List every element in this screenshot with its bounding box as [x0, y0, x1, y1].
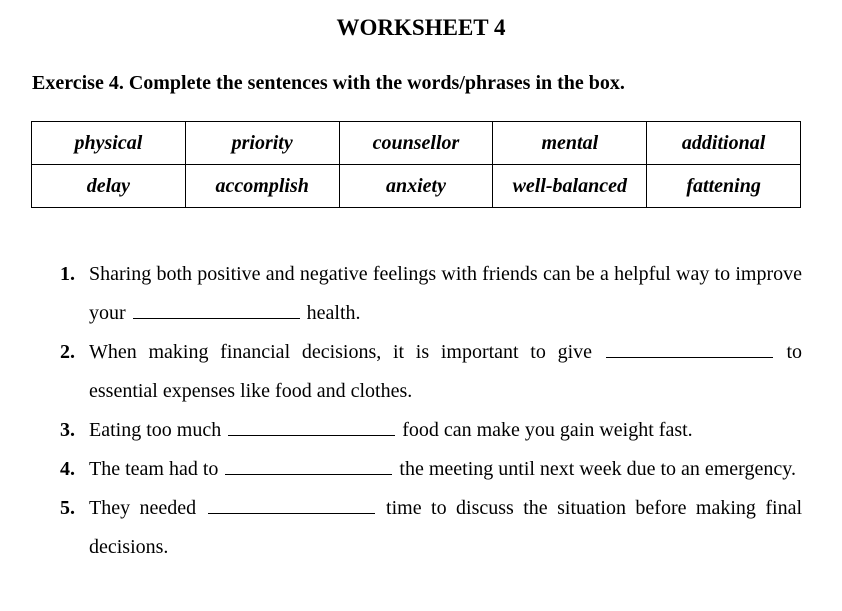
sentence-item-2	[60, 333, 802, 411]
answer-blank[interactable]	[133, 297, 300, 319]
sentence-number: 1.	[60, 263, 75, 285]
sentence-text	[89, 411, 802, 450]
word-box	[31, 121, 801, 208]
sentence-after: time to discuss the situation before making final decisions.	[89, 497, 803, 558]
sentence-after: the meeting until next week due to an emergency.	[399, 458, 796, 480]
sentence-before: Sharing both positive and negative feelings with friends can be a helpful way to improve your	[89, 263, 802, 324]
sentence-text	[89, 255, 802, 333]
word-cell: well-balanced	[493, 165, 647, 208]
word-cell: counsellor	[339, 122, 493, 165]
word-cell: additional	[647, 122, 801, 165]
sentence-before: Eating too much	[89, 419, 222, 441]
worksheet-title: WORKSHEET 4	[336, 15, 506, 40]
sentence-after: to essential expenses like food and clothes.	[89, 341, 803, 402]
word-cell: anxiety	[339, 165, 493, 208]
word-cell: fattening	[647, 165, 801, 208]
sentence-text	[89, 489, 802, 567]
answer-blank[interactable]	[228, 414, 395, 436]
sentence-item-4	[60, 450, 802, 489]
sentence-before: When making financial decisions, it is important to give	[89, 341, 593, 363]
word-cell: delay	[32, 165, 186, 208]
answer-blank[interactable]	[225, 453, 392, 475]
sentence-number: 4.	[60, 458, 75, 480]
sentence-before: The team had to	[89, 458, 219, 480]
word-cell: mental	[493, 122, 647, 165]
sentence-after: health.	[306, 302, 361, 324]
answer-blank[interactable]	[606, 336, 773, 358]
sentence-text	[89, 450, 802, 489]
sentence-item-1	[60, 255, 802, 333]
exercise-instruction: Exercise 4. Complete the sentences with the words/phrases in the box.	[32, 72, 625, 94]
sentence-number: 2.	[60, 341, 75, 363]
answer-blank[interactable]	[208, 492, 375, 514]
word-box-row	[32, 165, 801, 208]
word-cell: priority	[185, 122, 339, 165]
word-box-row	[32, 122, 801, 165]
sentence-list	[60, 255, 802, 567]
sentence-before: They needed	[89, 497, 197, 519]
word-cell: physical	[32, 122, 186, 165]
sentence-text	[89, 333, 802, 411]
sentence-item-5	[60, 489, 802, 567]
sentence-after: food can make you gain weight fast.	[402, 419, 693, 441]
sentence-number: 5.	[60, 497, 75, 519]
sentence-item-3	[60, 411, 802, 450]
word-cell: accomplish	[185, 165, 339, 208]
sentence-number: 3.	[60, 419, 75, 441]
